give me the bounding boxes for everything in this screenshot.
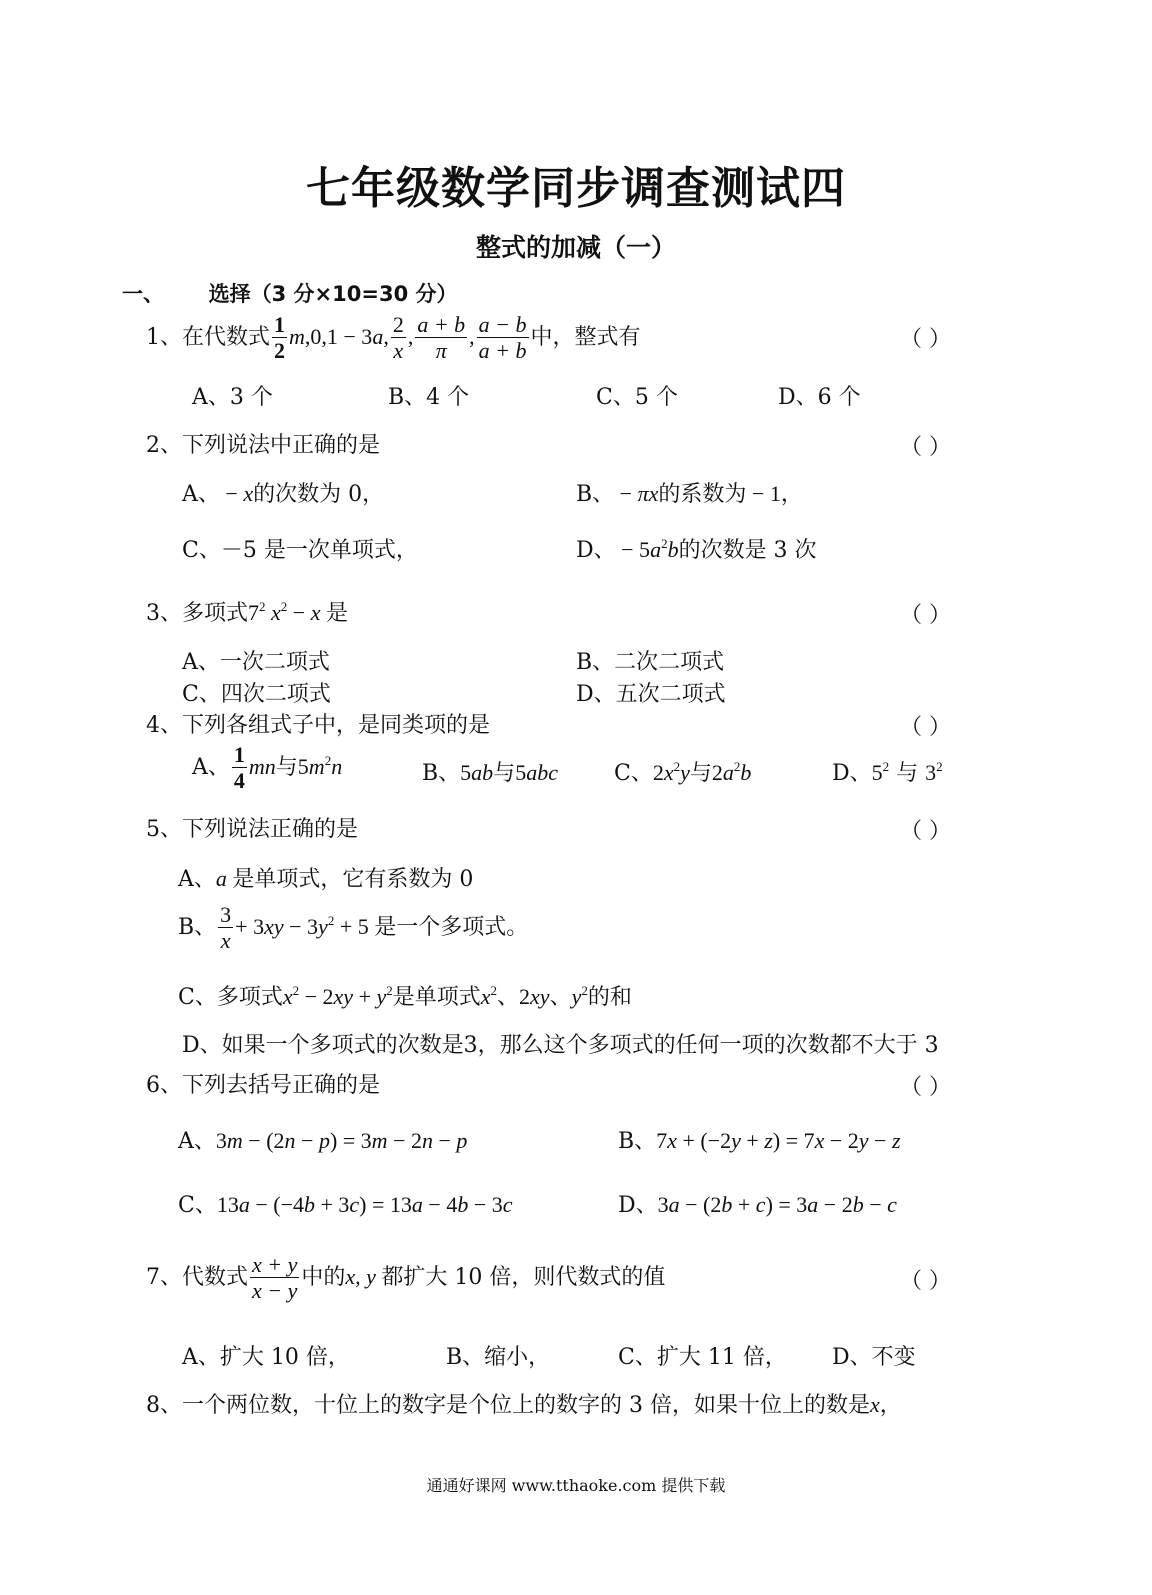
q4-option-c: C、$2x^2y$与$2a^2b$ (614, 759, 752, 786)
answer-paren-4: （ ） (900, 715, 951, 740)
q6-option-b: B、7x + (−2y + z) = 7x − 2y − z (618, 1128, 901, 1154)
q2-b-label: B、 (576, 482, 615, 507)
q5-a-label: A、 (178, 867, 216, 892)
q3-suffix: 是 (325, 601, 348, 626)
q7-mid: 中的 (301, 1264, 346, 1290)
q7-prefix: 7、代数式 (146, 1264, 248, 1290)
page-subtitle: 整式的加减（一） (475, 233, 676, 262)
q2-b-text: 的系数为 (658, 482, 747, 507)
q5-c-sep-2: 、 (549, 985, 572, 1010)
question-2: 2、下列说法中正确的是 (146, 433, 380, 458)
q4-a-mid: 与 (275, 754, 298, 780)
q4-d-label: D、 (832, 761, 872, 786)
question-6: 6、下列去括号正确的是 (146, 1073, 380, 1098)
q2-option-a: A、 − x的次数为 0， (182, 481, 385, 507)
q2-a-text: 的次数为 0， (253, 482, 385, 507)
q4-option-d: D、$5^2$ 与 $3^2$ (832, 759, 943, 786)
section-label: 选择（3 分×10=30 分） (208, 282, 458, 306)
q3-option-d: D、五次二项式 (576, 682, 726, 707)
q1-option-b: B、4 个 (388, 385, 470, 410)
q6-d-label: D、 (618, 1193, 658, 1218)
q3-option-c: C、四次二项式 (182, 682, 331, 707)
section-number: 一、 (122, 282, 164, 306)
q8-tail: ， (879, 1393, 902, 1418)
fraction-apb-pi: $\frac{a + b}{\pi}$ (417, 312, 466, 364)
q2-d-label: D、 (576, 538, 616, 563)
q2-d-text: 的次数是 3 次 (678, 538, 817, 563)
question-3: 3、多项式$7^2$ $x^2 - x$ 是 (146, 599, 348, 626)
fraction-3-x: $\frac{3}{x}$ (220, 902, 232, 954)
q5-b-label: B、 (178, 914, 217, 940)
q5-option-c: C、多项式$x^2 - 2xy + y^2$是单项式$x^2$、2xy、$y^2$的和 (178, 983, 632, 1010)
q3-option-a: A、一次二项式 (182, 650, 330, 675)
fraction-amb-apb: $\frac{a - b}{a + b}$ (478, 312, 527, 364)
q8-text: 8、一个两位数，十位上的数字是个位上的数字的 3 倍，如果十位上的数是 (146, 1393, 870, 1418)
q5-a-text: 是单项式，它有系数为 0 (232, 867, 474, 892)
q4-option-b: B、5ab与5abc (422, 760, 558, 786)
q1-option-c: C、5 个 (596, 385, 678, 410)
answer-paren-1: （ ） (900, 327, 951, 352)
q2-option-d: D、 − $5a^2b$的次数是 3 次 (576, 536, 817, 563)
q5-option-d: D、如果一个多项式的次数是3，那么这个多项式的任何一项的次数都不大于 3 (182, 1033, 939, 1058)
q4-option-a: A、 $\frac{1}{4}$ mn与$5m^2n$ (192, 742, 343, 794)
q7-option-a: A、扩大 10 倍， (182, 1345, 350, 1370)
q6-b-label: B、 (618, 1129, 657, 1154)
question-5: 5、下列说法正确的是 (146, 817, 358, 842)
q7-suffix: 都扩大 10 倍，则代数式的值 (381, 1264, 666, 1290)
q6-option-d: D、3a − (2b + c) = 3a − 2b − c (618, 1192, 897, 1218)
q4-a-label: A、 (192, 754, 230, 780)
q2-option-b: B、 − πx的系数为 − 1， (576, 481, 803, 507)
page-title: 七年级数学同步调查测试四 (306, 163, 846, 214)
q3-option-b: B、二次二项式 (576, 650, 725, 675)
fraction-2-x: $\frac{2}{x}$ (392, 312, 404, 364)
answer-paren-5: （ ） (900, 819, 951, 844)
q6-option-c: C、13a − (−4b + 3c) = 13a − 4b − 3c (178, 1192, 513, 1218)
answer-paren-6: （ ） (900, 1075, 951, 1100)
fraction-1-4: $\frac{1}{4}$ (233, 742, 245, 794)
section-heading (122, 278, 458, 308)
q6-option-a: A、3m − (2n − p) = 3m − 2n − p (178, 1128, 468, 1154)
q5-option-a: A、a 是单项式，它有系数为 0 (178, 866, 474, 892)
q1-option-d: D、6 个 (778, 385, 861, 410)
q4-c-mid: 与 (689, 761, 712, 786)
question-1: 1、在代数式 $\frac{1}{2}$ m,0,1 − 3a, $\frac{2}{x}$ , $\frac{a + b}{\pi}$ , $\frac{a - b}{a + b}$ 中，整式有 (146, 312, 641, 364)
fraction-xpy-xmy: $\frac{x + y}{x - y}$ (252, 1252, 298, 1304)
question-4: 4、下列各组式子中，是同类项的是 (146, 713, 490, 738)
q2-option-c: C、－5 是一次单项式， (182, 538, 418, 563)
q5-c-sep-1: 、 (497, 985, 520, 1010)
q2-a-label: A、 (182, 482, 220, 507)
q1-prefix: 1、在代数式 (146, 324, 270, 350)
question-7: 7、代数式 $\frac{x + y}{x - y}$ 中的x, y 都扩大 10 倍，则代数式的值 (146, 1252, 666, 1304)
q5-c-label: C、多项式 (178, 985, 283, 1010)
q4-b-mid: 与 (493, 761, 516, 786)
q1-suffix: 中，整式有 (530, 324, 641, 350)
answer-paren-2: （ ） (900, 435, 951, 460)
q5-option-b: B、 $\frac{3}{x}$ + $3xy - 3y^2 + 5$ 是一个多项式。 (178, 902, 529, 954)
q5-c-text: 的和 (587, 985, 632, 1010)
q3-prefix: 3、多项式 (146, 601, 248, 626)
q6-a-label: A、 (178, 1129, 216, 1154)
page-footer: 通通好课网 www.tthaoke.com 提供下载 (426, 1476, 726, 1495)
q4-d-mid: 与 (889, 761, 926, 786)
fraction-1-2: $\frac{1}{2}$ (274, 312, 285, 364)
q4-b-label: B、 (422, 761, 461, 786)
answer-paren-3: （ ） (900, 603, 951, 628)
question-8: 8、一个两位数，十位上的数字是个位上的数字的 3 倍，如果十位上的数是x， (146, 1392, 902, 1418)
q7-option-d: D、不变 (832, 1345, 916, 1370)
q7-option-b: B、缩小， (446, 1345, 551, 1370)
answer-paren-7: （ ） (900, 1269, 951, 1294)
q4-c-label: C、 (614, 761, 653, 786)
q5-c-mid: 是单项式 (392, 985, 481, 1010)
q5-b-text: 是一个多项式。 (374, 914, 529, 940)
q6-c-label: C、 (178, 1193, 217, 1218)
q7-option-c: C、扩大 11 倍， (618, 1345, 787, 1370)
q1-option-a: A、3 个 (192, 385, 273, 410)
